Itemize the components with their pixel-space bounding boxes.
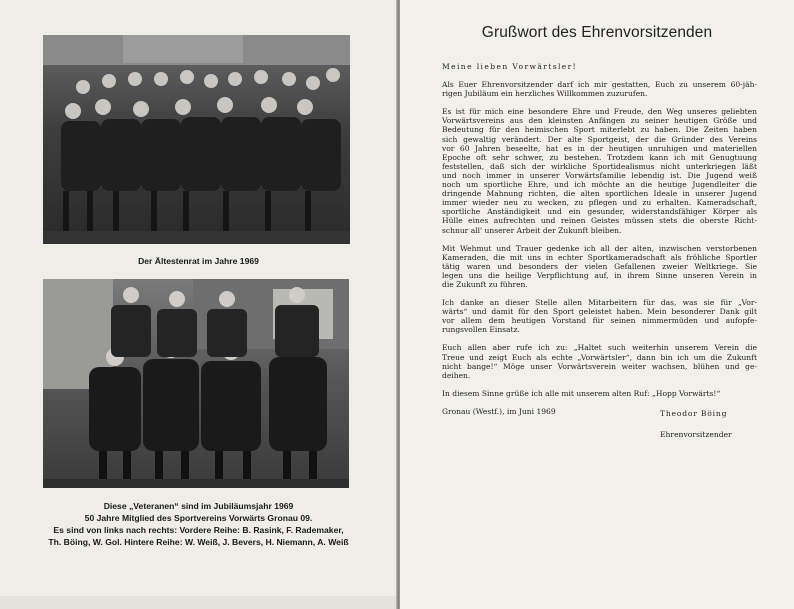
caption-line: Es sind von links nach rechts: Vordere Reihe: B. Rasink, F. Rademaker, <box>53 525 344 535</box>
caption-line: Der Ältestenrat im Jahre 1969 <box>138 256 259 266</box>
caption-line: Diese „Veteranen“ sind im Jubiläumsjahr 1969 <box>103 501 294 511</box>
text-line: nicht bange!“ Möge unser Vorwärtsverein weiter wachsen, blühen und ge- <box>442 361 757 371</box>
text-line: Euch allen aber rufe ich zu: „Haltet such weiterhin unserem Verein die <box>442 343 757 353</box>
text-line: Es ist für mich eine besondere Ehre und Freude, den Weg unseres geliebten <box>442 107 757 117</box>
text-line: In diesem Sinne grüße ich alle mit unserem alten Ruf: „Hopp Vorwärts!“ <box>442 388 721 398</box>
text-line: vor 60 Jahren beseelte, hat es in der heutigen unruhigen und materiellen <box>442 143 757 153</box>
text-line: immer wieder neu zu wecken, zu pflegen und zu erhalten. Kameradschaft, <box>442 198 757 208</box>
paragraph-3 <box>442 244 757 289</box>
caption-aeltestenrat <box>10 255 387 267</box>
text-line: schnur all' unserer Arbeit der Zukunft bleiben. <box>442 225 622 235</box>
text-line: Mit Wehmut und Trauer gedenke ich all der alten, inzwischen verstorbenen <box>442 243 757 253</box>
text-line: wärts“ und damit für den Sport geleistet haben. Mein besonderer Dank gilt <box>442 307 757 317</box>
text-line: Kameraden, die mit uns in echter Sportkameradschaft als fröhliche Sportler <box>442 252 757 262</box>
text-line: feststellen, daß sich der wirkliche Sportidealismus nicht unterkriegen läßt <box>442 161 757 171</box>
text-line: die Zukunft zu führen. <box>442 279 528 289</box>
text-line: sportliche Anständigkeit und ein gesunder, widerstandsfähiger Körper als <box>442 207 757 217</box>
text-line: und noch immer in unserer Vorwärtsfamilie lebendig ist. Die Jugend weiß <box>442 170 757 180</box>
paragraph-2 <box>442 107 757 234</box>
photo-veteranen <box>43 279 349 488</box>
group-photo-image <box>43 35 350 244</box>
paragraph-6 <box>442 389 757 398</box>
text-line: Hülle eines aufrechten und reinen Geistes müssen stets die oberste Richt- <box>442 216 757 226</box>
caption-line: Th. Böing, W. Gol. Hintere Reihe: W. Weiß, J. Bevers, H. Niemann, A. Weiß <box>48 537 349 547</box>
signature-title: Ehrenvorsitzender <box>660 430 732 439</box>
text-line: Epoche oft sehr schwer, zu bestehen. Trotzdem kann ich mit Genugtuung <box>442 152 757 162</box>
text-line: Vorwärtsvereins aus den kleinsten Anfängen zu seiner heutigen Größe und <box>442 116 757 126</box>
page-edge <box>0 596 397 609</box>
page-title: Grußwort des Ehrenvorsitzenden <box>481 24 713 41</box>
text-line: Gronau (Westf.), im Juni 1969 <box>442 406 556 416</box>
letter-body <box>442 62 757 425</box>
text-line: sich gewaltig verändert. Der alte Sportgeist, der die Gründer des Vereins <box>442 134 757 144</box>
text-line: Treue und zeigt Euch als echte „Vorwärtsler“, dann bin ich um die Zukunft <box>442 352 757 362</box>
text-line: noch um sportliche Ehre, und ich möchte an die heutige Jugendleiter die <box>442 180 757 190</box>
text-line: vor allem dem heutigen Vorstand für seinen nimmermüden und aufopfe- <box>442 316 757 326</box>
veterans-photo-image <box>43 279 349 488</box>
text-line: dringende Mahnung richten, die alten sportlichen Ideale in unserer Jugend <box>442 189 757 199</box>
text-line: tätig waren und besonders der vielen Gefallenen zweier Weltkriege. Sie <box>442 261 757 271</box>
text-line: rungsvollen Einsatz. <box>442 325 520 335</box>
photo-aeltestenrat <box>43 35 350 244</box>
caption-line: 50 Jahre Mitglied des Sportvereins Vorwärts Gronau 09. <box>84 513 313 523</box>
text-line: Ich danke an dieser Stelle allen Mitarbeitern für das, was sie für „Vor- <box>442 298 757 308</box>
caption-veteranen <box>10 500 387 548</box>
text-line: Als Euer Ehrenvorsitzender darf ich mir gestatten, Euch zu unserem 60-jäh- <box>442 80 757 90</box>
salutation: Meine lieben Vorwärtsler! <box>442 62 578 71</box>
paragraph-5 <box>442 343 757 379</box>
text-line: legen uns die heilige Verpflichtung auf, in ihrem Sinne unseren Verein in <box>442 270 757 280</box>
text-line: deihen. <box>442 370 471 380</box>
text-line: Bedeutung für den heimischen Sport miterlebt zu haben. Die Zeiten haben <box>442 125 757 135</box>
paragraph-4 <box>442 298 757 334</box>
paragraph-1 <box>442 80 757 98</box>
text-line: rigen Jubiläum ein herzliches Willkommen zuzurufen. <box>442 89 648 99</box>
signature-name: Theodor Böing <box>660 409 728 418</box>
